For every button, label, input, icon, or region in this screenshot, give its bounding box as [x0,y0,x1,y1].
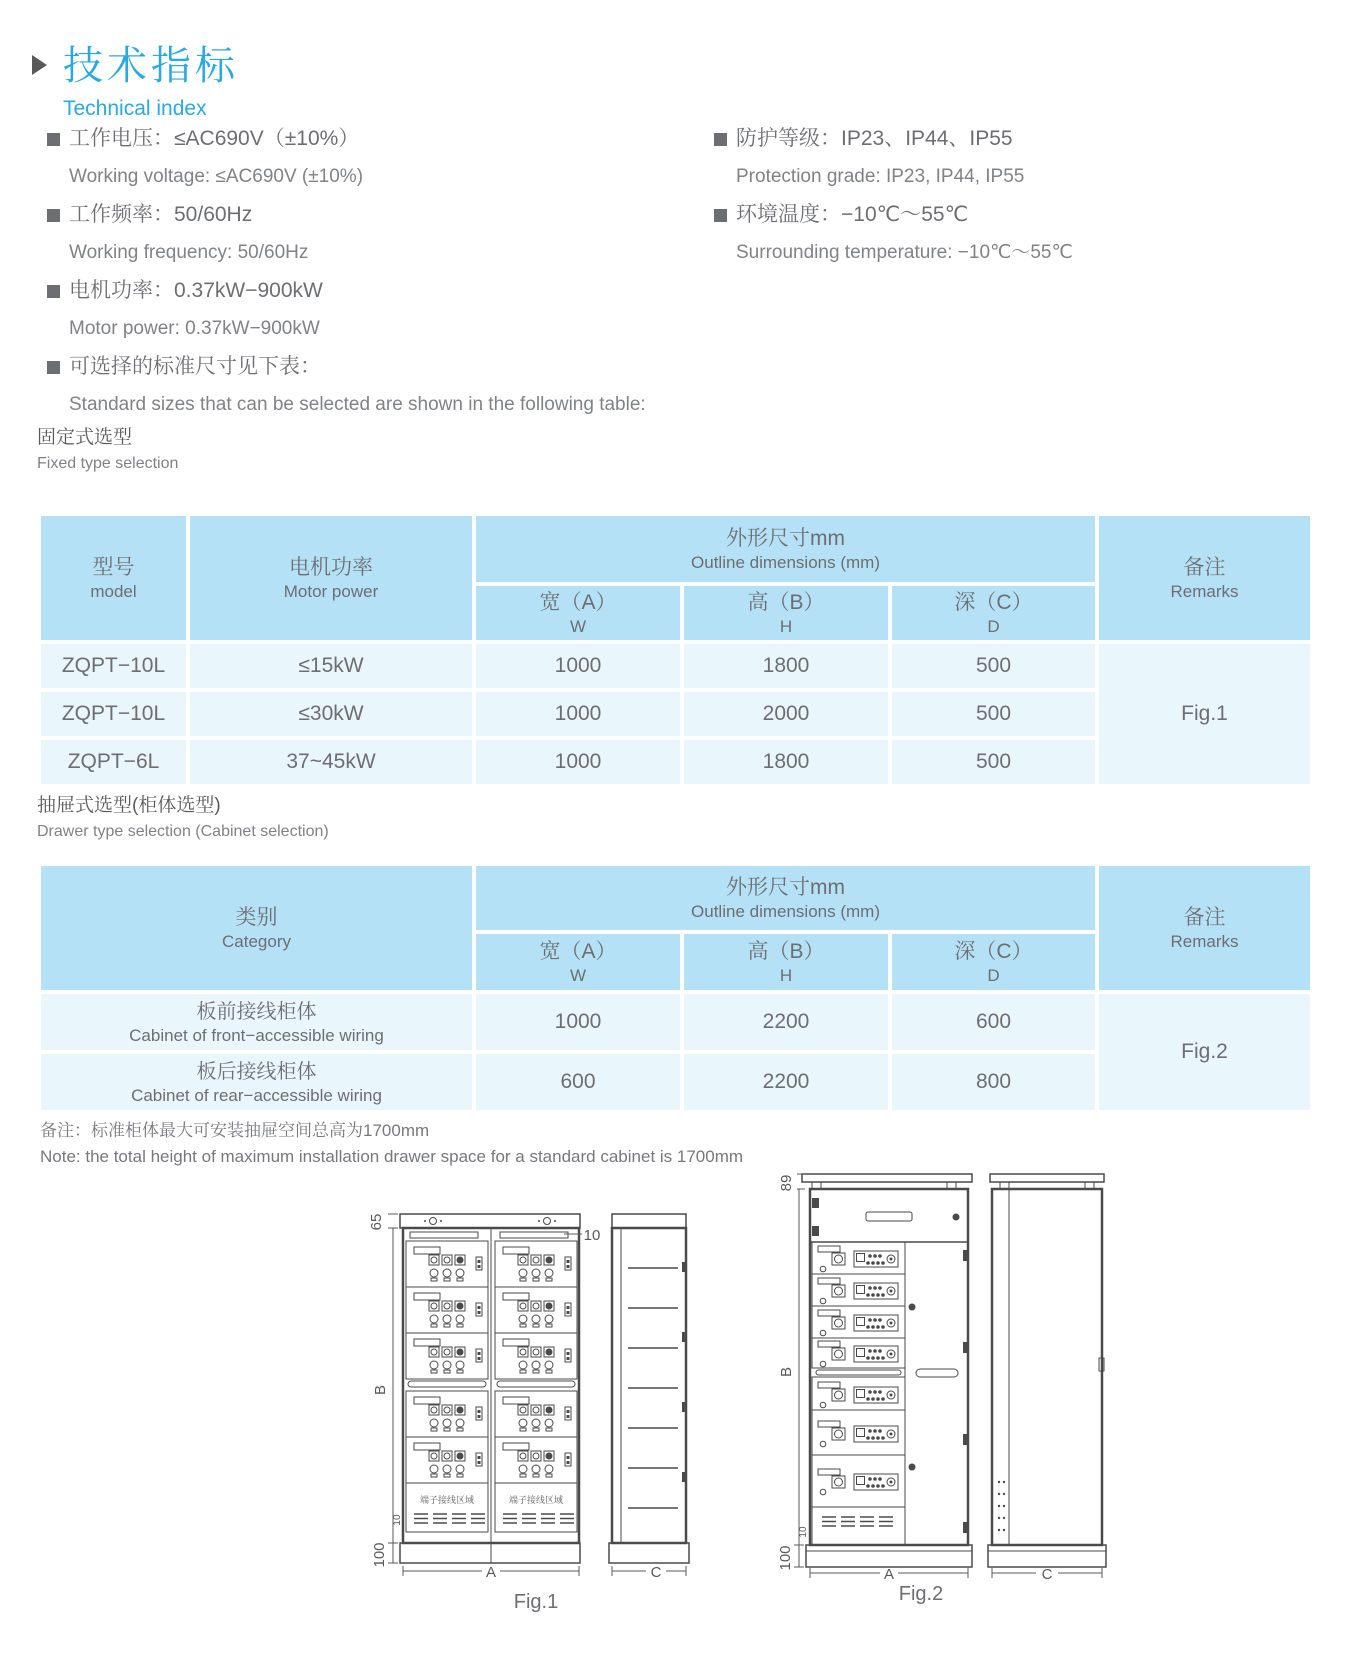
col-header-depth: 深（C） D [890,932,1097,992]
footnote-zh: 备注：标准柜体最大可安装抽屉空间总高为1700mm [40,1121,430,1140]
fig1-dim-base: 100 [371,1542,388,1568]
fig2-front-view [802,1174,972,1567]
spec-surrounding-temperature [714,196,1334,272]
fig2-caption: Fig.2 [898,1583,944,1605]
cell-category: 板后接线柜体 Cabinet of rear−accessible wiring [39,1052,474,1112]
spec-zh-text: 电机功率：0.37kW−900kW [69,279,323,302]
spec-zh-text: 防护等级：IP23、IP44、IP55 [736,127,1013,150]
cell-depth: 800 [890,1052,1097,1112]
bullet-square-icon [714,209,727,222]
spec-list-right [714,120,1334,272]
fig1-dim-height: B [372,1384,389,1396]
bullet-square-icon [47,285,60,298]
fig1-terminal-area-label: 端子接线区域 [508,1495,564,1505]
spec-en-text: Working frequency: 50/60Hz [69,242,309,263]
cell-width: 1000 [474,992,682,1052]
bullet-square-icon [47,209,60,222]
figures-drawing [330,1165,1110,1635]
col-header-width: 宽（A） W [474,584,682,642]
fig1-side-view [609,1214,689,1563]
cell-depth: 500 [890,690,1097,738]
col-header-category: 类别 Category [39,864,474,992]
drawer-type-section-label [37,792,329,844]
fig2-side-view [988,1174,1106,1567]
cell-width: 1000 [474,642,682,690]
fig1-dim-top-gap: 10 [583,1227,601,1244]
col-header-remarks: 备注 Remarks [1097,514,1312,642]
cell-height: 1800 [682,738,890,786]
cell-motor-power: ≤15kW [188,642,474,690]
spec-en-text: Motor power: 0.37kW−900kW [69,318,320,339]
col-header-remarks: 备注 Remarks [1097,864,1312,992]
cell-height: 2200 [682,1052,890,1112]
fig1-dim-width: A [485,1564,497,1581]
spec-protection-grade [714,120,1334,196]
cell-depth: 500 [890,642,1097,690]
page-title-zh: 技术指标 [63,44,239,88]
cell-width: 1000 [474,738,682,786]
fig1-dim-bottom-gap: 10 [392,1514,403,1526]
bullet-square-icon [714,133,727,146]
fig2-dim-depth: C [1041,1566,1053,1583]
spec-en-text: Working voltage: ≤AC690V (±10%) [69,166,364,187]
page-header [32,34,239,121]
col-header-model: 型号 model [39,514,188,642]
fig2-dimension-labels [777,1175,1053,1605]
cell-motor-power: ≤30kW [188,690,474,738]
cell-remarks: Fig.2 [1097,992,1312,1112]
fig1-dim-depth: C [650,1564,662,1581]
fig1-caption: Fig.1 [513,1591,559,1613]
fig1-dimension-labels [368,1214,662,1613]
spec-working-voltage [47,120,687,196]
fig1-dim-cap: 65 [368,1213,385,1231]
cell-model: ZQPT−10L [39,642,188,690]
bullet-square-icon [47,361,60,374]
col-header-height: 高（B） H [682,932,890,992]
spec-list-left [47,120,687,424]
table-row [39,992,1312,1052]
spec-en-text: Protection grade: IP23, IP44, IP55 [736,166,1025,187]
cell-depth: 600 [890,992,1097,1052]
col-header-motor-power: 电机功率 Motor power [188,514,474,642]
section-arrow-icon [32,55,47,75]
col-header-height: 高（B） H [682,584,890,642]
footnote-en: Note: the total height of maximum installation drawer space for a standard cabinet is 1700mm [40,1147,744,1166]
fig2-dim-cap: 89 [778,1174,795,1192]
section-label-en: Drawer type selection (Cabinet selection) [37,823,329,840]
cell-height: 2200 [682,992,890,1052]
bullet-square-icon [47,133,60,146]
page-title-en: Technical index [63,97,207,120]
col-header-outline-dimensions: 外形尺寸mm Outline dimensions (mm) [474,864,1097,932]
spec-en-text: Standard sizes that can be selected are shown in the following table: [69,394,646,415]
section-label-zh: 抽屉式选型(柜体选型) [37,795,221,816]
cell-category: 板前接线柜体 Cabinet of front−accessible wiring [39,992,474,1052]
fig2-dim-base: 100 [777,1545,794,1571]
footnote [40,1118,743,1170]
fixed-type-table [37,512,1314,788]
cell-width: 1000 [474,690,682,738]
cell-model: ZQPT−10L [39,690,188,738]
cell-height: 2000 [682,690,890,738]
table-row [39,642,1312,690]
spec-zh-text: 环境温度：−10℃～55℃ [736,203,969,226]
spec-motor-power [47,272,687,348]
fixed-type-section-label [37,424,178,476]
fig1-front-view [400,1214,580,1563]
spec-working-frequency [47,196,687,272]
spec-zh-text: 工作频率：50/60Hz [69,203,253,226]
fig2-dim-width: A [883,1566,895,1583]
section-label-zh: 固定式选型 [37,427,133,448]
spec-zh-text: 工作电压：≤AC690V（±10%） [69,127,360,150]
cell-depth: 500 [890,738,1097,786]
cell-width: 600 [474,1052,682,1112]
col-header-depth: 深（C） D [890,584,1097,642]
spec-zh-text: 可选择的标准尺寸见下表： [69,355,321,378]
drawer-type-table [37,862,1314,1114]
spec-table-intro [47,348,687,424]
section-label-en: Fixed type selection [37,455,179,472]
col-header-width: 宽（A） W [474,932,682,992]
fig1-terminal-area-label: 端子接线区域 [419,1495,475,1505]
fig2-dim-bottom-gap: 10 [798,1526,809,1538]
cell-model: ZQPT−6L [39,738,188,786]
cell-height: 1800 [682,642,890,690]
spec-en-text: Surrounding temperature: −10℃～55℃ [736,242,1073,263]
col-header-outline-dimensions: 外形尺寸mm Outline dimensions (mm) [474,514,1097,584]
cell-motor-power: 37~45kW [188,738,474,786]
fig2-dimensions [794,1174,1102,1578]
cell-remarks: Fig.1 [1097,642,1312,786]
fig2-dim-height: B [778,1366,795,1378]
